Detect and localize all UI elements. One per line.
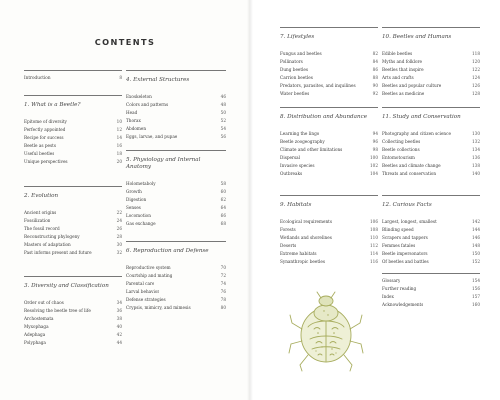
toc-entry[interactable]	[382, 301, 480, 309]
toc-entry[interactable]	[126, 93, 226, 101]
toc-entry-page: 84	[372, 59, 378, 64]
section-title: 7. Lifestyles	[280, 34, 315, 40]
toc-entry-label: Glossary	[382, 278, 401, 283]
toc-entry-label: Courtship and mating	[126, 273, 173, 278]
toc-entry-label: The fossil record	[24, 226, 60, 231]
toc-entry-list	[280, 50, 378, 98]
toc-entry-page: 156	[472, 286, 480, 291]
toc-entry-label: Photography and citizen science	[382, 131, 451, 136]
book-gutter	[247, 0, 253, 400]
toc-entry-list	[280, 218, 378, 266]
toc-entry[interactable]	[382, 277, 480, 285]
toc-entry[interactable]	[24, 331, 122, 339]
toc-entry-label: Fungus and beetles	[280, 51, 322, 56]
toc-entry[interactable]	[126, 220, 226, 228]
toc-entry[interactable]	[24, 150, 122, 158]
toc-entry-page: 24	[116, 218, 122, 223]
toc-entry-label: Order out of chaos	[24, 300, 64, 305]
toc-entry-page: 76	[220, 289, 226, 294]
toc-entry-page: 160	[472, 302, 480, 307]
toc-column-left-b	[126, 0, 226, 400]
section-title: 10. Beetles and Humans	[382, 34, 452, 40]
toc-entry-page: 48	[220, 102, 226, 107]
toc-entry-page: 80	[220, 305, 226, 310]
toc-entry-label: Further reading	[382, 286, 417, 291]
toc-entry-page: 90	[372, 83, 378, 88]
section-rule	[24, 276, 122, 277]
toc-entry[interactable]	[280, 258, 378, 266]
toc-entry-page: 86	[372, 67, 378, 72]
toc-entry-label: Femmes fatales	[382, 243, 416, 248]
toc-entry-page: 88	[372, 75, 378, 80]
toc-entry-page: 150	[472, 251, 480, 256]
toc-entry-label: Forests	[280, 227, 296, 232]
toc-entry-page: 92	[372, 91, 378, 96]
toc-entry-page: 94	[372, 131, 378, 136]
toc-entry-label: Deserts	[280, 243, 297, 248]
toc-entry[interactable]	[382, 130, 480, 138]
section-title: 3. Diversity and Classification	[24, 283, 109, 289]
toc-entry-list	[24, 74, 122, 82]
toc-entry[interactable]	[382, 293, 480, 301]
toc-entry-label: Epitome of diversity	[24, 119, 67, 124]
toc-entry-page: 14	[116, 135, 122, 140]
toc-entry[interactable]	[24, 217, 122, 225]
toc-section	[382, 107, 480, 178]
toc-entry[interactable]	[382, 258, 480, 266]
toc-entry-label: Adephaga	[24, 332, 46, 337]
toc-entry-page: 98	[372, 147, 378, 152]
toc-entry-page: 114	[370, 251, 378, 256]
scarab-beetle-engraving-icon	[288, 289, 364, 373]
toc-entry[interactable]	[126, 264, 226, 272]
toc-entry[interactable]	[382, 138, 480, 146]
toc-entry[interactable]	[126, 117, 226, 125]
toc-entry-label: Pollinators	[280, 59, 303, 64]
toc-entry-page: 46	[220, 94, 226, 99]
toc-entry-label: Recipe for success	[24, 135, 64, 140]
toc-entry-page: 52	[220, 118, 226, 123]
toc-entry[interactable]	[382, 66, 480, 74]
toc-entry[interactable]	[24, 158, 122, 166]
toc-entry-page: 22	[116, 210, 122, 215]
toc-section	[126, 70, 226, 141]
section-rule	[24, 95, 122, 96]
toc-entry[interactable]	[382, 154, 480, 162]
toc-entry[interactable]	[382, 50, 480, 58]
section-title: 8. Distribution and Abundance	[280, 114, 368, 120]
toc-entry-page: 54	[220, 126, 226, 131]
toc-entry-label: Thorax	[126, 118, 141, 123]
toc-entry-label: Reconstructing phylogeny	[24, 234, 80, 239]
toc-entry-page: 20	[116, 159, 122, 164]
toc-entry-label: Beetle impersonators	[382, 251, 428, 256]
toc-entry-page: 110	[370, 235, 378, 240]
toc-entry[interactable]	[126, 204, 226, 212]
toc-entry[interactable]	[24, 118, 122, 126]
toc-entry[interactable]	[24, 142, 122, 150]
toc-entry-page: 38	[116, 316, 122, 321]
toc-entry[interactable]	[280, 50, 378, 58]
toc-column-right-b	[382, 0, 480, 400]
toc-entry-label: Dung beetles	[280, 67, 309, 72]
toc-entry-label: Polyphaga	[24, 340, 46, 345]
toc-entry-page: 70	[220, 265, 226, 270]
section-rule	[126, 150, 226, 151]
toc-entry-page: 30	[116, 242, 122, 247]
toc-entry[interactable]	[280, 170, 378, 178]
toc-entry-label: Ancient origins	[24, 210, 57, 215]
toc-entry[interactable]	[280, 58, 378, 66]
toc-entry[interactable]	[126, 125, 226, 133]
toc-section	[280, 195, 378, 266]
toc-section	[280, 27, 378, 98]
toc-entry[interactable]	[382, 162, 480, 170]
toc-entry-list	[126, 180, 226, 228]
toc-entry-page: 16	[116, 143, 122, 148]
toc-entry-label: Ecological requirements	[280, 219, 332, 224]
toc-entry[interactable]	[280, 218, 378, 226]
toc-entry-label: Index	[382, 294, 394, 299]
toc-entry[interactable]	[382, 218, 480, 226]
toc-section	[382, 195, 480, 266]
toc-entry-label: Dispersal	[280, 155, 300, 160]
toc-section	[24, 70, 122, 82]
toc-entry-label: Extreme habitats	[280, 251, 317, 256]
toc-entry-page: 120	[472, 59, 480, 64]
toc-entry[interactable]	[382, 285, 480, 293]
toc-entry-label: Senses	[126, 205, 141, 210]
toc-entry-label: Myxophaga	[24, 324, 49, 329]
toc-entry-label: Water beetles	[280, 91, 310, 96]
toc-entry-label: Parental care	[126, 281, 155, 286]
toc-entry[interactable]	[382, 146, 480, 154]
toc-entry-page: 148	[472, 243, 480, 248]
toc-entry-page: 154	[472, 278, 480, 283]
toc-entry-label: Unique perspectives	[24, 159, 68, 164]
toc-entry[interactable]	[280, 234, 378, 242]
toc-entry-list	[24, 299, 122, 347]
toc-entry-page: 12	[116, 127, 122, 132]
section-title: 12. Curious Facts	[382, 202, 432, 208]
toc-entry[interactable]	[24, 74, 122, 82]
toc-entry[interactable]	[24, 249, 122, 257]
toc-entry-label: Perfectly appointed	[24, 127, 66, 132]
toc-entry-page: 8	[119, 75, 122, 80]
toc-entry-label: Exoskeleton	[126, 94, 152, 99]
toc-entry[interactable]	[24, 315, 122, 323]
toc-entry-label: Introduction	[24, 75, 51, 80]
toc-entry-page: 138	[472, 163, 480, 168]
toc-entry-list	[280, 130, 378, 178]
toc-entry-page: 146	[472, 235, 480, 240]
toc-entry-page: 28	[116, 234, 122, 239]
toc-entry[interactable]	[382, 58, 480, 66]
toc-entry-label: Wetlands and shorelines	[280, 235, 332, 240]
toc-entry-page: 10	[116, 119, 122, 124]
toc-entry-page: 116	[370, 259, 378, 264]
toc-entry[interactable]	[280, 82, 378, 90]
toc-entry-page: 102	[370, 163, 378, 168]
toc-entry-page: 100	[370, 155, 378, 160]
toc-entry[interactable]	[126, 272, 226, 280]
toc-section	[24, 276, 122, 347]
toc-entry-label: Masters of adaptation	[24, 242, 71, 247]
toc-entry[interactable]	[280, 162, 378, 170]
toc-entry-page: 142	[472, 219, 480, 224]
toc-entry[interactable]	[280, 226, 378, 234]
toc-entry[interactable]	[126, 212, 226, 220]
toc-entry-list	[24, 118, 122, 166]
toc-entry-label: Beetles and popular culture	[382, 83, 442, 88]
toc-entry-page: 60	[220, 189, 226, 194]
toc-entry-label: Defense strategies	[126, 297, 166, 302]
toc-entry-page: 32	[116, 250, 122, 255]
toc-entry[interactable]	[24, 323, 122, 331]
toc-entry[interactable]	[126, 196, 226, 204]
toc-entry-page: 104	[370, 171, 378, 176]
toc-entry[interactable]	[24, 225, 122, 233]
toc-entry-page: 58	[220, 181, 226, 186]
toc-entry-label: Abdomen	[126, 126, 147, 131]
toc-entry-label: Holometaboly	[126, 181, 156, 186]
toc-entry-label: Growth	[126, 189, 142, 194]
toc-entry[interactable]	[24, 134, 122, 142]
toc-entry-label: Climate and other limitations	[280, 147, 343, 152]
toc-entry-page: 140	[472, 171, 480, 176]
toc-entry-label: Synanthropic beetles	[280, 259, 326, 264]
toc-entry-label: Past informs present and future	[24, 250, 92, 255]
toc-entry-page: 136	[472, 155, 480, 160]
toc-entry[interactable]	[280, 66, 378, 74]
toc-entry-page: 42	[116, 332, 122, 337]
toc-entry-page: 56	[220, 134, 226, 139]
toc-entry-page: 124	[472, 75, 480, 80]
toc-entry-label: Threats and conservation	[382, 171, 437, 176]
toc-entry-label: Resolving the beetle tree of life	[24, 308, 91, 313]
toc-entry-page: 82	[372, 51, 378, 56]
toc-entry-label: Crypsis, mimicry, and mimesis	[126, 305, 191, 310]
section-rule	[126, 241, 226, 242]
toc-entry[interactable]	[24, 339, 122, 347]
toc-entry-page: 68	[220, 221, 226, 226]
toc-entry[interactable]	[126, 180, 226, 188]
toc-entry-page: 134	[472, 147, 480, 152]
toc-entry[interactable]	[382, 170, 480, 178]
toc-entry-label: Gas exchange	[126, 221, 156, 226]
toc-entry[interactable]	[280, 90, 378, 98]
toc-entry-label: Carrion beetles	[280, 75, 313, 80]
toc-entry-list	[382, 50, 480, 98]
contents-heading: CONTENTS	[94, 37, 156, 47]
toc-entry[interactable]	[126, 109, 226, 117]
toc-entry[interactable]	[126, 296, 226, 304]
toc-entry-page: 36	[116, 308, 122, 313]
toc-entry[interactable]	[126, 101, 226, 109]
toc-entry-page: 128	[472, 91, 480, 96]
section-title: 2. Evolution	[24, 193, 59, 199]
toc-entry-page: 106	[370, 219, 378, 224]
toc-entry-label: Beetles that inspire	[382, 67, 424, 72]
toc-entry-label: Blinding speed	[382, 227, 414, 232]
toc-entry-label: Useful beetles	[24, 151, 55, 156]
toc-entry-page: 132	[472, 139, 480, 144]
toc-entry-label: Scrapers and tappers	[382, 235, 428, 240]
toc-entry-page: 64	[220, 205, 226, 210]
toc-entry-page: 78	[220, 297, 226, 302]
toc-entry-label: Arts and crafts	[382, 75, 414, 80]
section-title: 5. Physiology and Internal Anatomy	[126, 157, 201, 170]
toc-entry-page: 74	[220, 281, 226, 286]
section-title: 9. Habitats	[280, 202, 312, 208]
toc-entry-label: Beetle collections	[382, 147, 420, 152]
toc-entry[interactable]	[126, 304, 226, 312]
toc-entry-label: Invasive species	[280, 163, 315, 168]
toc-entry[interactable]	[24, 241, 122, 249]
section-title: 4. External Structures	[126, 77, 190, 83]
toc-entry-page: 40	[116, 324, 122, 329]
toc-entry[interactable]	[24, 209, 122, 217]
toc-entry-label: Beetle as pests	[24, 143, 56, 148]
toc-entry-list	[126, 264, 226, 312]
toc-entry[interactable]	[382, 90, 480, 98]
toc-entry-label: Fossilization	[24, 218, 51, 223]
section-rule	[280, 27, 378, 28]
toc-entry[interactable]	[126, 280, 226, 288]
toc-entry-page: 18	[116, 151, 122, 156]
toc-entry-page: 108	[370, 227, 378, 232]
toc-entry-label: Archostemata	[24, 316, 54, 321]
toc-entry[interactable]	[280, 130, 378, 138]
toc-entry[interactable]	[126, 133, 226, 141]
toc-entry-page: 130	[472, 131, 480, 136]
toc-entry[interactable]	[24, 307, 122, 315]
toc-entry[interactable]	[280, 146, 378, 154]
toc-entry[interactable]	[24, 299, 122, 307]
toc-entry[interactable]	[382, 234, 480, 242]
toc-section	[382, 273, 480, 309]
toc-entry-page: 96	[372, 139, 378, 144]
toc-entry[interactable]	[382, 74, 480, 82]
toc-entry[interactable]	[24, 233, 122, 241]
toc-entry-label: Larval behavior	[126, 289, 160, 294]
section-rule	[382, 27, 480, 28]
toc-entry[interactable]	[382, 242, 480, 250]
toc-entry-list	[382, 277, 480, 309]
toc-entry-label: Beetles as medicine	[382, 91, 425, 96]
toc-section	[126, 150, 226, 228]
toc-entry-page: 118	[472, 51, 480, 56]
toc-entry-label: Of beetles and battles	[382, 259, 429, 264]
toc-entry-page: 26	[116, 226, 122, 231]
toc-entry[interactable]	[24, 126, 122, 134]
toc-entry[interactable]	[382, 82, 480, 90]
toc-entry[interactable]	[280, 250, 378, 258]
toc-entry-label: Myths and folklore	[382, 59, 423, 64]
section-rule	[280, 107, 378, 108]
toc-entry-label: Head	[126, 110, 138, 115]
toc-section	[382, 27, 480, 98]
section-title: 11. Study and Conservation	[382, 114, 461, 120]
toc-section	[24, 186, 122, 257]
toc-entry[interactable]	[280, 74, 378, 82]
toc-entry[interactable]	[126, 288, 226, 296]
section-title: 6. Reproduction and Defense	[126, 248, 209, 254]
toc-column-left-a	[24, 0, 122, 400]
toc-entry-label: Edible beetles	[382, 51, 413, 56]
toc-entry-page: 34	[116, 300, 122, 305]
toc-entry-label: Entomotourism	[382, 155, 415, 160]
toc-entry-label: Outbreaks	[280, 171, 303, 176]
toc-entry-page: 72	[220, 273, 226, 278]
toc-entry-label: Reproductive system	[126, 265, 171, 270]
toc-entry-list	[382, 130, 480, 178]
toc-entry-label: Acknowledgements	[382, 302, 424, 307]
toc-entry[interactable]	[382, 226, 480, 234]
toc-entry-label: Beetles and climate change	[382, 163, 441, 168]
toc-entry-list	[126, 93, 226, 141]
toc-section	[280, 107, 378, 178]
section-rule	[126, 70, 226, 71]
section-rule	[24, 186, 122, 187]
toc-entry-page: 50	[220, 110, 226, 115]
toc-entry[interactable]	[126, 188, 226, 196]
toc-entry-page: 62	[220, 197, 226, 202]
toc-entry-page: 144	[472, 227, 480, 232]
toc-entry-label: Locomotion	[126, 213, 151, 218]
toc-entry[interactable]	[280, 154, 378, 162]
toc-entry[interactable]	[382, 250, 480, 258]
toc-entry-page: 126	[472, 83, 480, 88]
toc-entry-label: Collecting beetles	[382, 139, 421, 144]
section-title: 1. What is a Beetle?	[24, 102, 81, 108]
section-rule	[382, 107, 480, 108]
toc-section	[24, 95, 122, 166]
toc-entry-label: Colors and patterns	[126, 102, 169, 107]
section-rule	[280, 195, 378, 196]
toc-entry-label: Eggs, larvae, and pupae	[126, 134, 178, 139]
toc-entry-page: 44	[116, 340, 122, 345]
section-rule	[382, 195, 480, 196]
toc-entry[interactable]	[280, 242, 378, 250]
toc-section	[126, 241, 226, 312]
toc-entry-list	[24, 209, 122, 257]
toc-entry-label: Beetle zoogeography	[280, 139, 325, 144]
toc-entry-label: Predators, parasites, and inquilines	[280, 83, 356, 88]
toc-entry-page: 122	[472, 67, 480, 72]
toc-entry-label: Largest, longest, smallest	[382, 219, 437, 224]
toc-entry-page: 112	[370, 243, 378, 248]
toc-entry-list	[382, 218, 480, 266]
toc-entry-page: 152	[472, 259, 480, 264]
toc-entry-label: Digestion	[126, 197, 147, 202]
toc-entry-page: 66	[220, 213, 226, 218]
toc-entry-label: Learning the lingo	[280, 131, 320, 136]
toc-entry-page: 157	[472, 294, 480, 299]
toc-entry[interactable]	[280, 138, 378, 146]
